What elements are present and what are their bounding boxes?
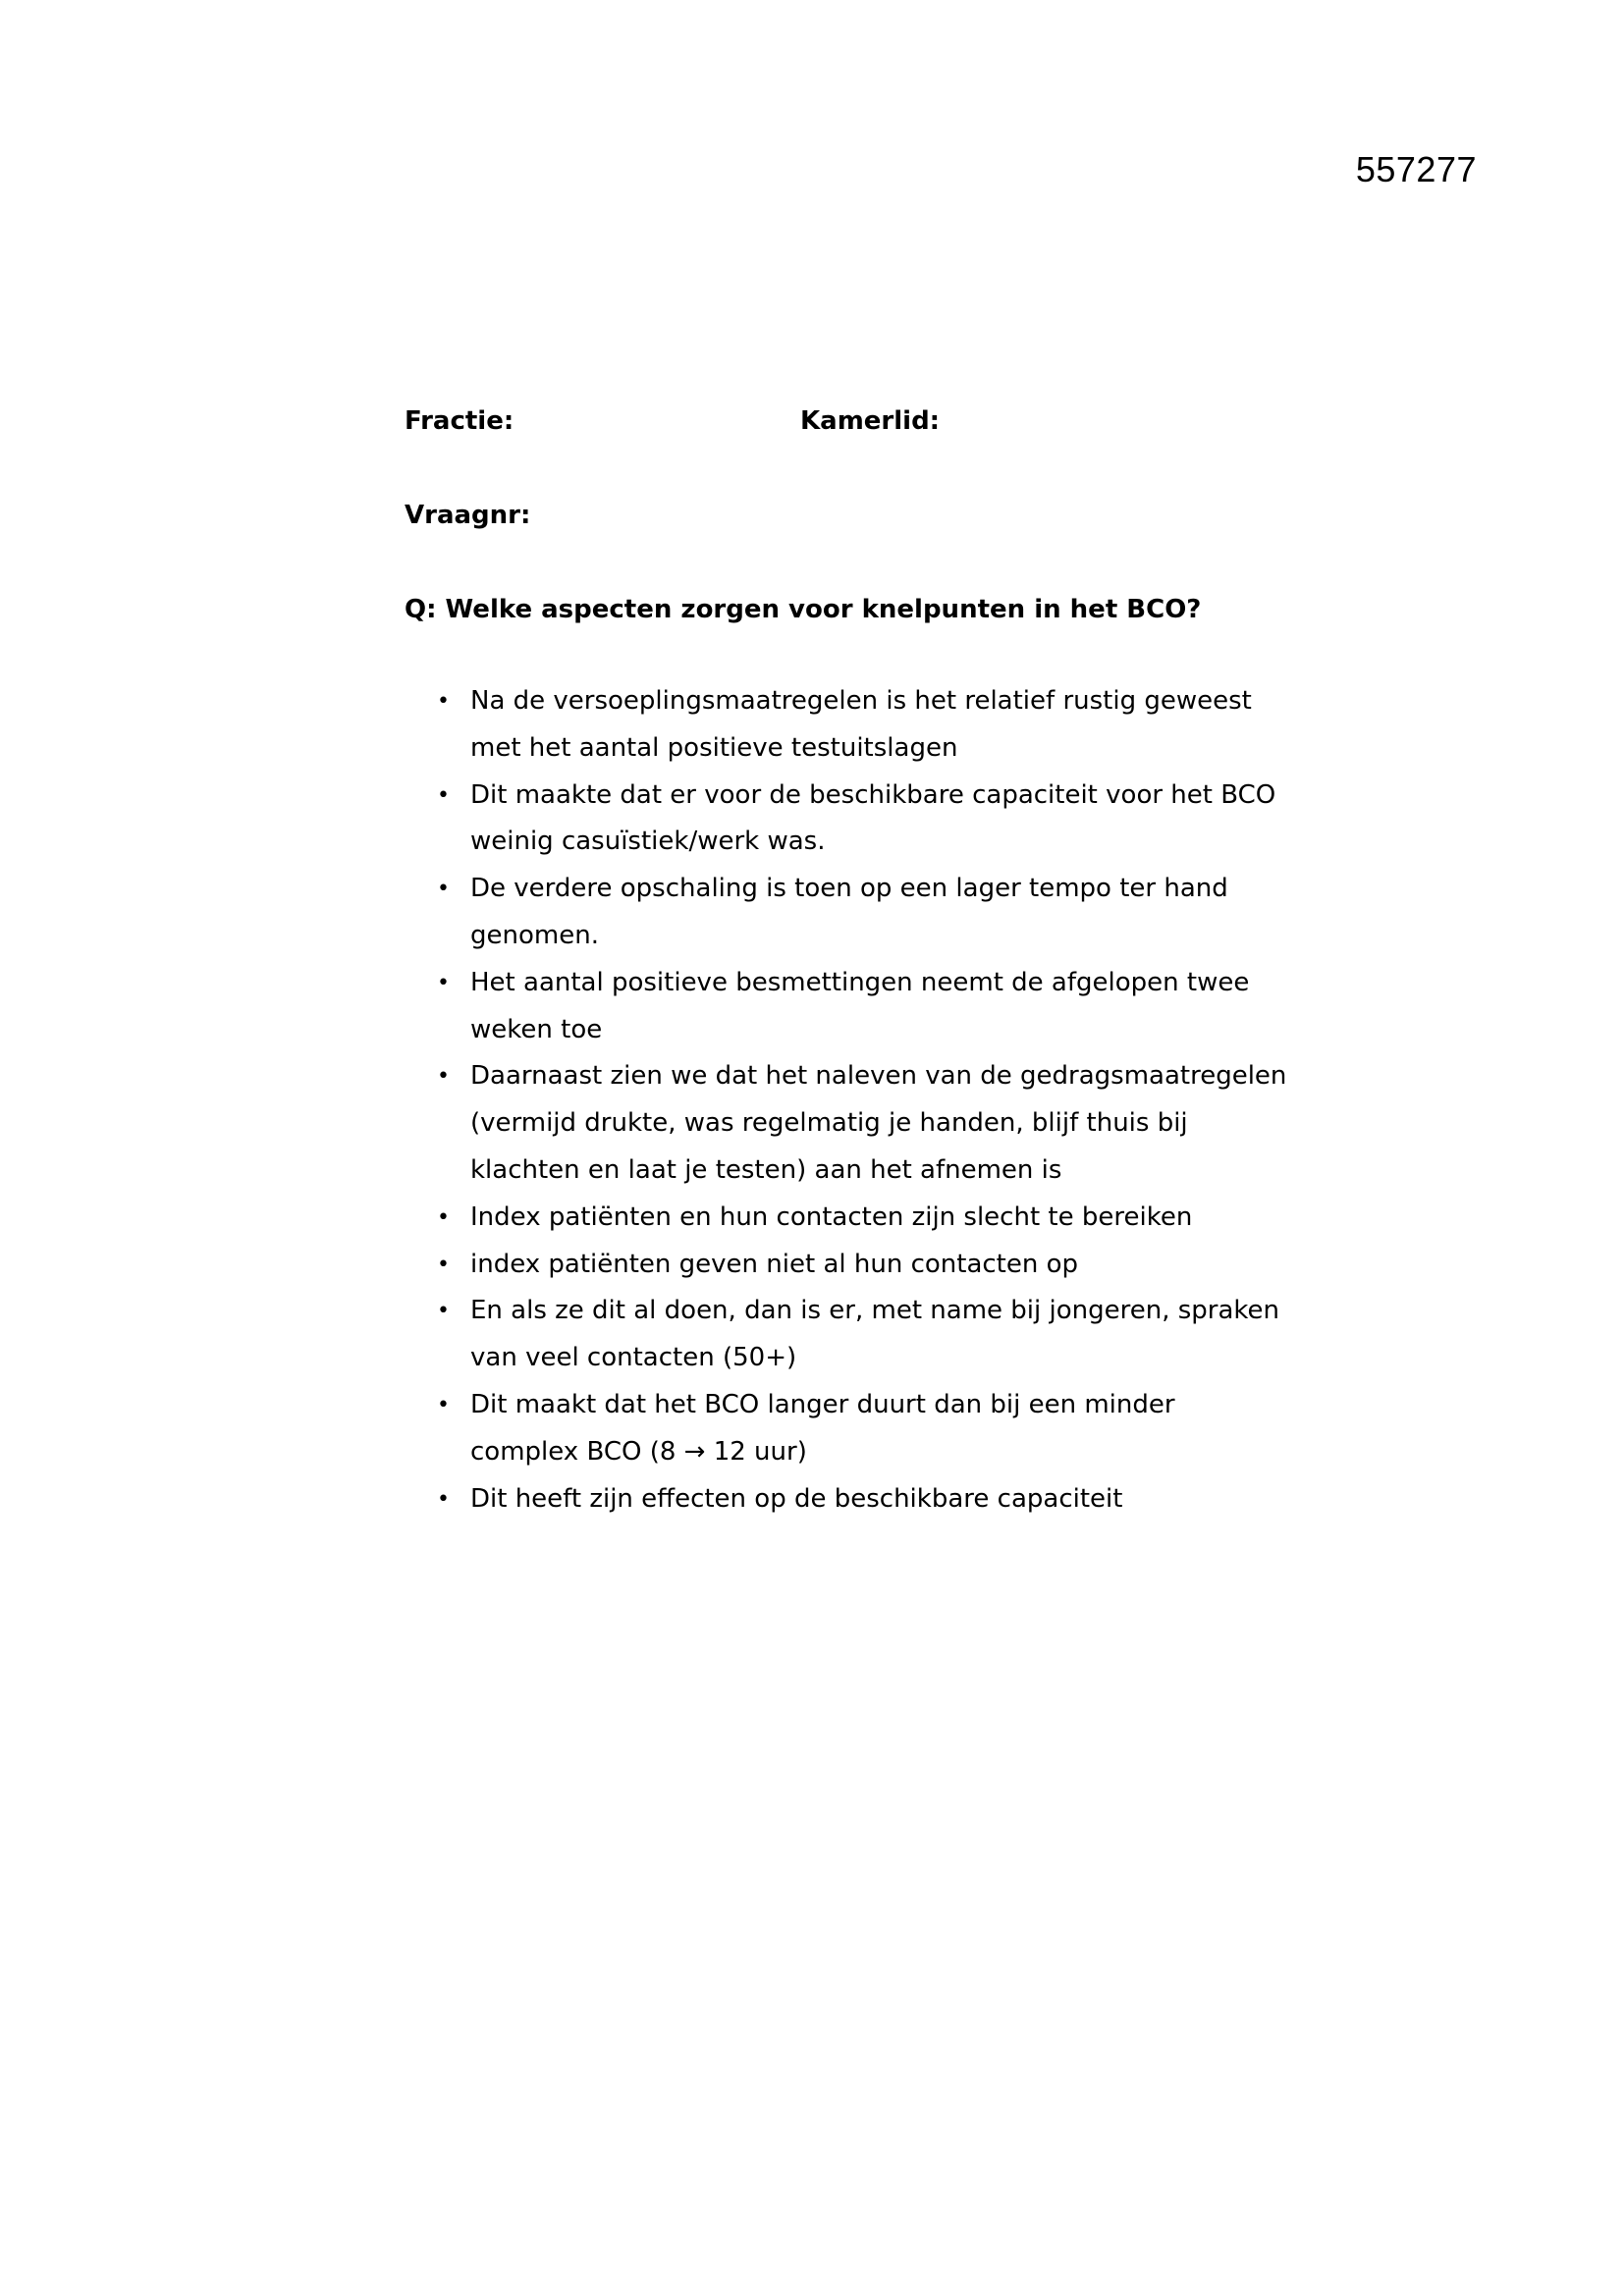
answer-text: De verdere opschaling is toen op een lager tempo ter hand genomen. bbox=[470, 874, 1228, 950]
list-item bbox=[405, 1242, 1288, 1289]
kamerlid-label: Kamerlid: bbox=[800, 406, 941, 436]
bullet-icon: • bbox=[437, 1299, 450, 1324]
meta-row-vraagnr bbox=[405, 492, 1288, 539]
list-item bbox=[405, 1382, 1288, 1476]
list-item bbox=[405, 960, 1288, 1054]
bullet-icon: • bbox=[437, 689, 450, 714]
bullet-icon: • bbox=[437, 1486, 450, 1512]
bullet-icon: • bbox=[437, 1064, 450, 1090]
bullet-icon: • bbox=[437, 1392, 450, 1417]
answer-text: Na de versoeplingsmaatregelen is het relatief rustig geweest met het aantal positieve testuitslagen bbox=[470, 686, 1252, 763]
answer-text: En als ze dit al doen, dan is er, met name bij jongeren, spraken van veel contacten (50+) bbox=[470, 1296, 1280, 1373]
list-item bbox=[405, 678, 1288, 773]
fractie-label: Fractie: bbox=[405, 406, 514, 436]
meta-row-fractie-kamerlid bbox=[405, 398, 1288, 445]
answer-text: Dit maakte dat er voor de beschikbare capaciteit voor het BCO weinig casuïstiek/werk was. bbox=[470, 779, 1276, 857]
list-item bbox=[405, 866, 1288, 960]
document-number: 557277 bbox=[1355, 149, 1477, 189]
list-item bbox=[405, 1288, 1288, 1382]
answer-text: Index patiënten en hun contacten zijn slecht te bereiken bbox=[470, 1201, 1193, 1232]
list-item bbox=[405, 773, 1288, 867]
list-item bbox=[405, 1195, 1288, 1242]
list-item bbox=[405, 1476, 1288, 1523]
answer-text: index patiënten geven niet al hun contacten op bbox=[470, 1249, 1079, 1279]
bullet-icon: • bbox=[437, 877, 450, 902]
bullet-icon: • bbox=[437, 970, 450, 995]
list-item bbox=[405, 1053, 1288, 1194]
vraagnr-label: Vraagnr: bbox=[405, 501, 531, 530]
question-heading: Q: Welke aspecten zorgen voor knelpunten in het BCO? bbox=[405, 595, 1202, 624]
answer-text: Daarnaast zien we dat het naleven van de gedragsmaatregelen (vermijd drukte, was regelmatig je handen, blijf thuis bij klachten en laat je testen) aan het afnemen is bbox=[470, 1061, 1287, 1185]
answer-text: Dit heeft zijn effecten op de beschikbare capaciteit bbox=[470, 1483, 1123, 1514]
answer-text: Dit maakt dat het BCO langer duurt dan bij een minder complex BCO (8 → 12 uur) bbox=[470, 1389, 1175, 1467]
document-body bbox=[405, 398, 1288, 1522]
answer-list bbox=[405, 678, 1288, 1522]
bullet-icon: • bbox=[437, 1204, 450, 1230]
bullet-icon: • bbox=[437, 782, 450, 808]
bullet-icon: • bbox=[437, 1252, 450, 1277]
answer-text: Het aantal positieve besmettingen neemt de afgelopen twee weken toe bbox=[470, 967, 1250, 1044]
